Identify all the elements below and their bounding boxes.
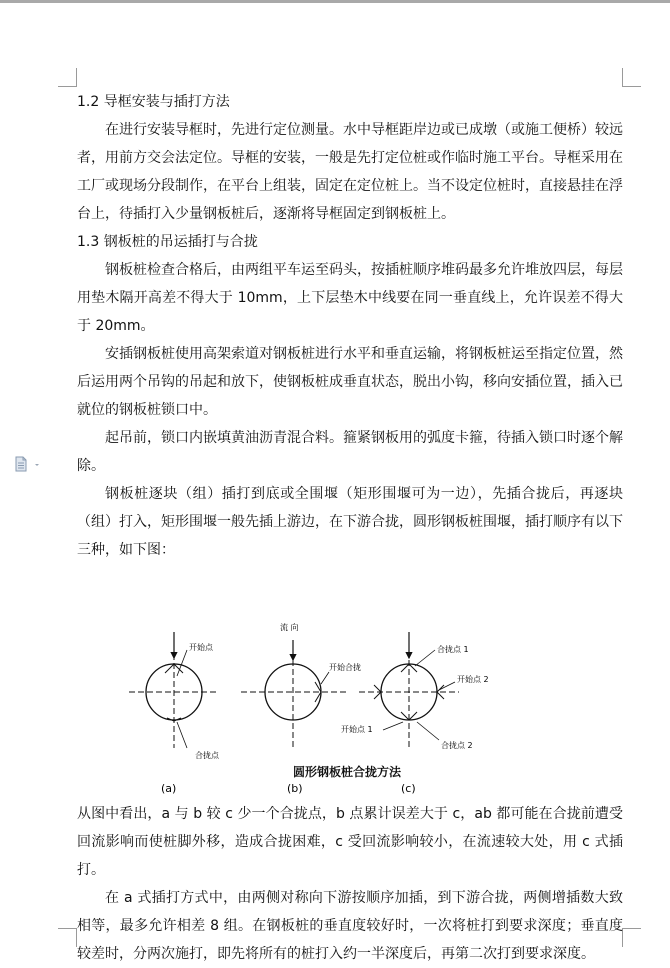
label-b-flow: 流 向 (280, 623, 299, 632)
crop-mark-top-right (622, 68, 641, 87)
label-a: (a) (161, 782, 177, 795)
chevron-down-icon (35, 464, 39, 466)
label-b-start-close: 开始合拢 (329, 663, 361, 672)
diagram-b (241, 622, 361, 795)
paragraph: 钢板桩检查合格后，由两组平车运至码头，按插桩顺序堆码最多允许堆放四层，每层用垫木隔开高差不得大于 10mm，上下层垫木中线要在同一垂直线上，允许误差不得大于 20mm。 (77, 262, 623, 334)
paragraph: 从图中看出，a 与 b 较 c 少一个合拢点，b 点累计误差大于 c，ab 都可能在合拢前遭受回流影响而使桩脚外移，造成合拢困难，c 受回流影响较小，在流速较大处，用 c 式插打。 (77, 806, 623, 878)
closure-method-figure (77, 572, 623, 808)
label-c-close1: 合拢点 1 (437, 645, 469, 654)
label-c-start1: 开始点 1 (341, 725, 373, 734)
document-body (77, 88, 623, 968)
paragraph: 钢板桩逐块（组）插打到底或全围堰（矩形围堰可为一边），先插合拢后，再逐块（组）打入，矩形围堰一般先插上游边，在下游合拢，圆形钢板桩围堰，插打顺序有以下三种，如下图： (77, 486, 623, 558)
paragraph: 安插钢板桩使用高架索道对钢板桩进行水平和垂直运输，将钢板桩运至指定位置，然后运用两个吊钩的吊起和放下，使钢板桩成垂直状态，脱出小钩，移向安插位置，插入已就位的钢板桩锁口中。 (77, 346, 623, 418)
figure-caption: 圆形钢板桩合拢方法 (292, 765, 401, 779)
paragraph: 起吊前，锁口内嵌填黄油沥青混合料。箍紧钢板用的弧度卡箍，待插入锁口时逐个解除。 (77, 430, 623, 474)
label-b: (b) (287, 782, 303, 795)
section-heading-1-2: 1.2 导框安装与插打方法 (77, 94, 230, 110)
crop-mark-top-left (58, 68, 77, 87)
paragraph: 在进行安装导框时，先进行定位测量。水中导框距岸边或已成墩（或施工便桥）较远者，用前方交会法定位。导框的安装，一般是先打定位桩或作临时施工平台。导框采用在工厂或现场分段制作，在平台上组装，固定在定位桩上。当不设定位桩时，直接悬挂在浮台上，待插打入少量钢板桩后，逐渐将导框固定到钢板桩上。 (77, 122, 623, 222)
crop-mark-bottom-left (58, 928, 77, 947)
label-c-close2: 合拢点 2 (441, 741, 473, 750)
label-a-start: 开始点 (189, 643, 213, 652)
label-c-start2: 开始点 2 (457, 675, 489, 684)
diagram-a (129, 632, 220, 795)
diagram-c (341, 632, 489, 795)
label-a-close: 合拢点 (195, 751, 219, 760)
crop-mark-bottom-right (622, 928, 641, 947)
document-icon[interactable] (14, 456, 44, 472)
label-c: (c) (401, 782, 416, 795)
window-top-border (0, 0, 670, 3)
paragraph: 在 a 式插打方式中，由两侧对称向下游按顺序加插，到下游合拢，两侧增插数大致相等，最多允许相差 8 组。在钢板桩的垂直度较好时，一次将桩打到要求深度；垂直度较差时，分两次施打，即先将所有的桩打入约一半深度后，再第二次打到要求深度。 (77, 890, 623, 962)
section-heading-1-3: 1.3 钢板桩的吊运插打与合拢 (77, 234, 258, 250)
